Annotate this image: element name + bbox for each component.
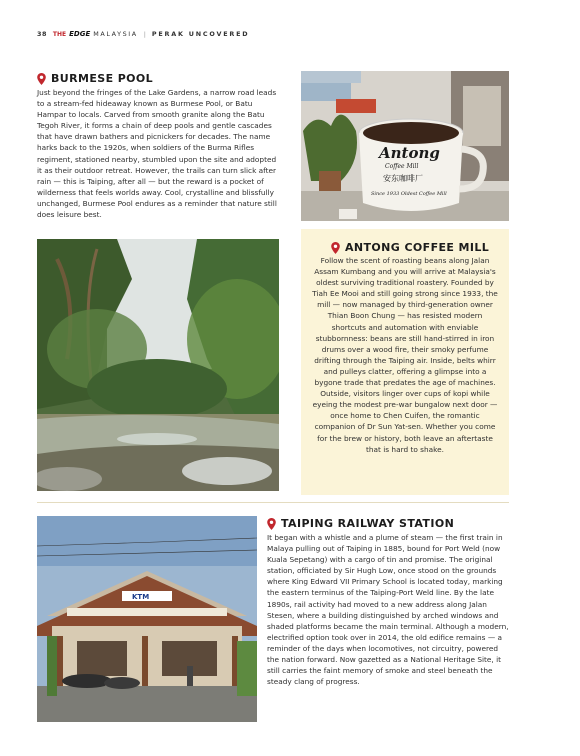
brand-country: MALAYSIA bbox=[93, 30, 138, 38]
antong-title: ANTONG COFFEE MILL bbox=[345, 241, 490, 254]
brand-logo: THE EDGE MALAYSIA bbox=[52, 30, 138, 38]
mug-brand-text: Antong bbox=[379, 144, 440, 162]
page-number: 38 bbox=[37, 30, 47, 38]
burmese-pool-photo bbox=[37, 239, 279, 491]
ktm-sign-text: KTM bbox=[132, 593, 150, 601]
railway-heading bbox=[267, 517, 454, 530]
antong-body: Follow the scent of roasting beans along Jalan Assam Kumbang and you will arrive at Malaysia's oldest surviving traditional roastery. Founded by Tiah Ee Mooi and still going strong since 1933, the mill — now managed by third-generation owner Thian Boon Chung — has resisted modern shortcuts and automation with enviable stubbornness: beans are still hand-stirred in iron drums over a wood fire, their smoky perfume drifting through the Taiping air. Inside, belts whirr and pulleys clatter, offering a glimpse into a bygone trade that predates the age of machines. Outside, visitors linger over cups of kopi while eyeing the modest pre-war bungalow next door — once home to Chen Cuifen, the romantic companion of Dr Sun Yat-sen. Whether you come for the brew or history, both leave an aftertaste that is hard to shake. bbox=[312, 256, 498, 454]
antong-heading bbox=[331, 241, 489, 254]
mug-sub-text: Coffee Mill bbox=[385, 163, 419, 170]
location-pin-icon bbox=[37, 73, 46, 85]
burmese-pool-heading bbox=[37, 72, 153, 85]
burmese-pool-title: BURMESE POOL bbox=[51, 72, 154, 85]
header-separator: | bbox=[143, 30, 146, 38]
page-header bbox=[37, 30, 249, 38]
section-divider bbox=[37, 502, 509, 503]
section-name: PERAK UNCOVERED bbox=[151, 30, 250, 38]
location-pin-icon bbox=[331, 242, 340, 254]
mug-chinese-text: 安东咖啡厂 bbox=[383, 174, 423, 183]
railway-title: TAIPING RAILWAY STATION bbox=[281, 517, 455, 530]
location-pin-icon bbox=[267, 518, 276, 530]
burmese-pool-body: Just beyond the fringes of the Lake Gardens, a narrow road leads to a stream-fed hideaway known as Burmese Pool, or Batu Hampar to locals. Carved from smooth granite along the Batu Tegoh River, it forms a chain of deep pools and gentle cascades that have drawn bathers and picnickers for decades. The name harks back to the 1920s, when soldiers of the Burma Rifles regiment, stationed nearby, stumbled upon the site and adopted it as their outdoor retreat. However, the trails can turn slick after rain — this is Taiping, after all — but the reward is a pocket of wilderness that feels worlds away. Cool, crystalline and blissfully unchanged, Burmese Pool endures as a reminder that nature still does leisure best. bbox=[37, 88, 277, 220]
antong-mug-photo bbox=[301, 71, 509, 221]
mug-tagline-text: Since 1933 Oldest Coffee Mill bbox=[371, 191, 447, 197]
railway-station-photo bbox=[37, 516, 257, 722]
railway-body: It began with a whistle and a plume of steam — the first train in Malaya pulling out of Taiping in 1885, bound for Port Weld (now Kuala Sepetang) with a cargo of tin and promise. The original station, officiated by Sir Hugh Low, once stood on the grounds where King Edward VII Primary School is located today, marking the eastern terminus of the Taiping-Port Weld line. By the late 1890s, rail activity had moved to a new address along Jalan Stesen, where a building distinguished by arched windows and shaded platforms became the main terminal. Although a modern, electrified option took over in 2014, the old edifice remains — a reminder of the days when locomotives, not circuitry, powered the nation forward. Now gazetted as a National Heritage Site, it still carries the faint memory of smoke and steel beneath the steady clang of progress. bbox=[267, 533, 509, 687]
